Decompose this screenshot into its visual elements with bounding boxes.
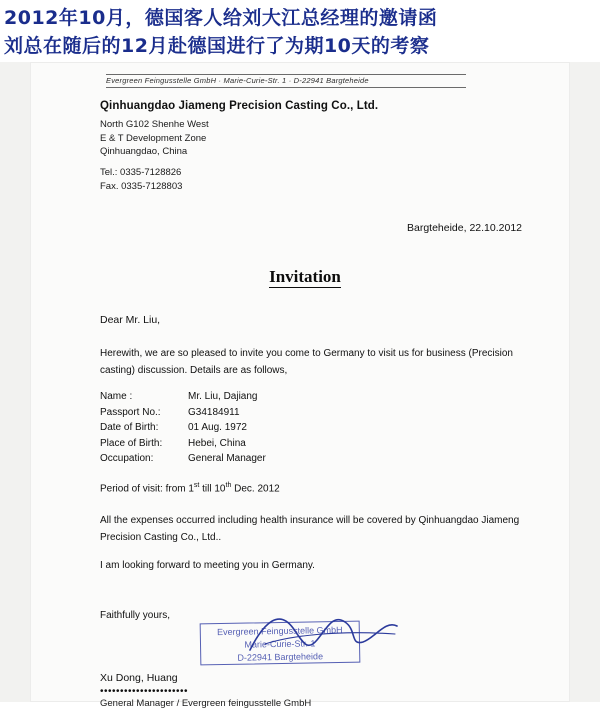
paragraph-1: Herewith, we are so pleased to invite you come to Germany to visit us for business (Precision casting) discussion. Details are as follows, (100, 348, 513, 376)
company-stamp (200, 621, 361, 666)
address-line: Qinhuangdao, China (100, 146, 188, 157)
salutation: Dear Mr. Liu, (100, 314, 161, 326)
detail-label: Place of Birth: (100, 437, 163, 449)
address-line: North G102 Shenhe West (100, 119, 209, 130)
signer-name: Xu Dong, Huang (100, 672, 178, 684)
letter-paper (30, 62, 570, 709)
letterhead-rule-bottom (106, 87, 466, 88)
letterhead-rule-top (106, 74, 466, 75)
period-ordinal-2: th (225, 482, 232, 489)
recipient-contact (100, 166, 182, 194)
paragraph-2: All the expenses occurred including health insurance will be covered by Qinhuangdao Jiameng Precision Casting Co., Ltd.. (100, 515, 520, 543)
detail-value: G34184911 (188, 406, 240, 418)
address-line: E & T Development Zone (100, 132, 207, 144)
period-of-visit (100, 482, 280, 494)
contact-line: Tel.: 0335-7128826 (100, 167, 182, 178)
recipient-company-name: Qinhuangdao Jiameng Precision Casting Co., Ltd. (100, 100, 379, 112)
stamp-line: Evergreen Feingusstelle GmbH (216, 624, 343, 638)
period-mid: till 10 (199, 483, 226, 495)
detail-label: Name : (100, 391, 133, 402)
detail-value: General Manager (188, 453, 266, 464)
detail-value: 01 Aug. 1972 (188, 422, 247, 433)
closing-line: Faithfully yours, (100, 610, 171, 621)
letter-title-text: Invitation (269, 267, 341, 286)
applicant-details (100, 389, 266, 467)
letter-title (70, 267, 540, 287)
detail-value: Mr. Liu, Dajiang (188, 391, 258, 402)
chinese-caption-band (0, 0, 600, 62)
detail-label: Occupation: (100, 453, 154, 464)
recipient-address (100, 118, 209, 159)
contact-line: Fax. 0335-7128803 (100, 181, 183, 192)
detail-row (100, 436, 266, 452)
detail-row (100, 420, 266, 436)
detail-label: Passport No.: (100, 406, 161, 418)
period-ordinal-1: st (193, 482, 200, 489)
detail-label: Date of Birth: (100, 422, 159, 433)
stamp-line: D-22941 Bargteheide (237, 651, 324, 663)
place-and-date: Bargteheide, 22.10.2012 (406, 222, 522, 234)
signer-role: General Manager / Evergreen feingusstelle GmbH (100, 698, 312, 709)
paragraph-3: I am looking forward to meeting you in Germany. (100, 560, 315, 571)
dotted-separator: •••••••••••••••••••••• (100, 686, 189, 697)
detail-row (100, 451, 266, 467)
period-prefix: Period of visit: from 1 (100, 483, 194, 495)
detail-row (100, 405, 266, 421)
detail-value: Hebei, China (188, 437, 246, 449)
scanned-letter-area (0, 62, 600, 709)
caption-line-1: 2012年10月，德国客人给刘大江总经理的邀请函 (4, 7, 438, 29)
detail-row (100, 389, 266, 405)
letterhead-line: Evergreen Feingusstelle GmbH · Marie-Curie-Str. 1 · D-22941 Bargteheide (106, 76, 369, 85)
period-suffix: Dec. 2012 (231, 483, 280, 495)
caption-line-2: 刘总在随后的12月赴德国进行了为期10天的考察 (4, 35, 430, 57)
stamp-line: Marie-Curie-Str. 1 (244, 638, 316, 650)
